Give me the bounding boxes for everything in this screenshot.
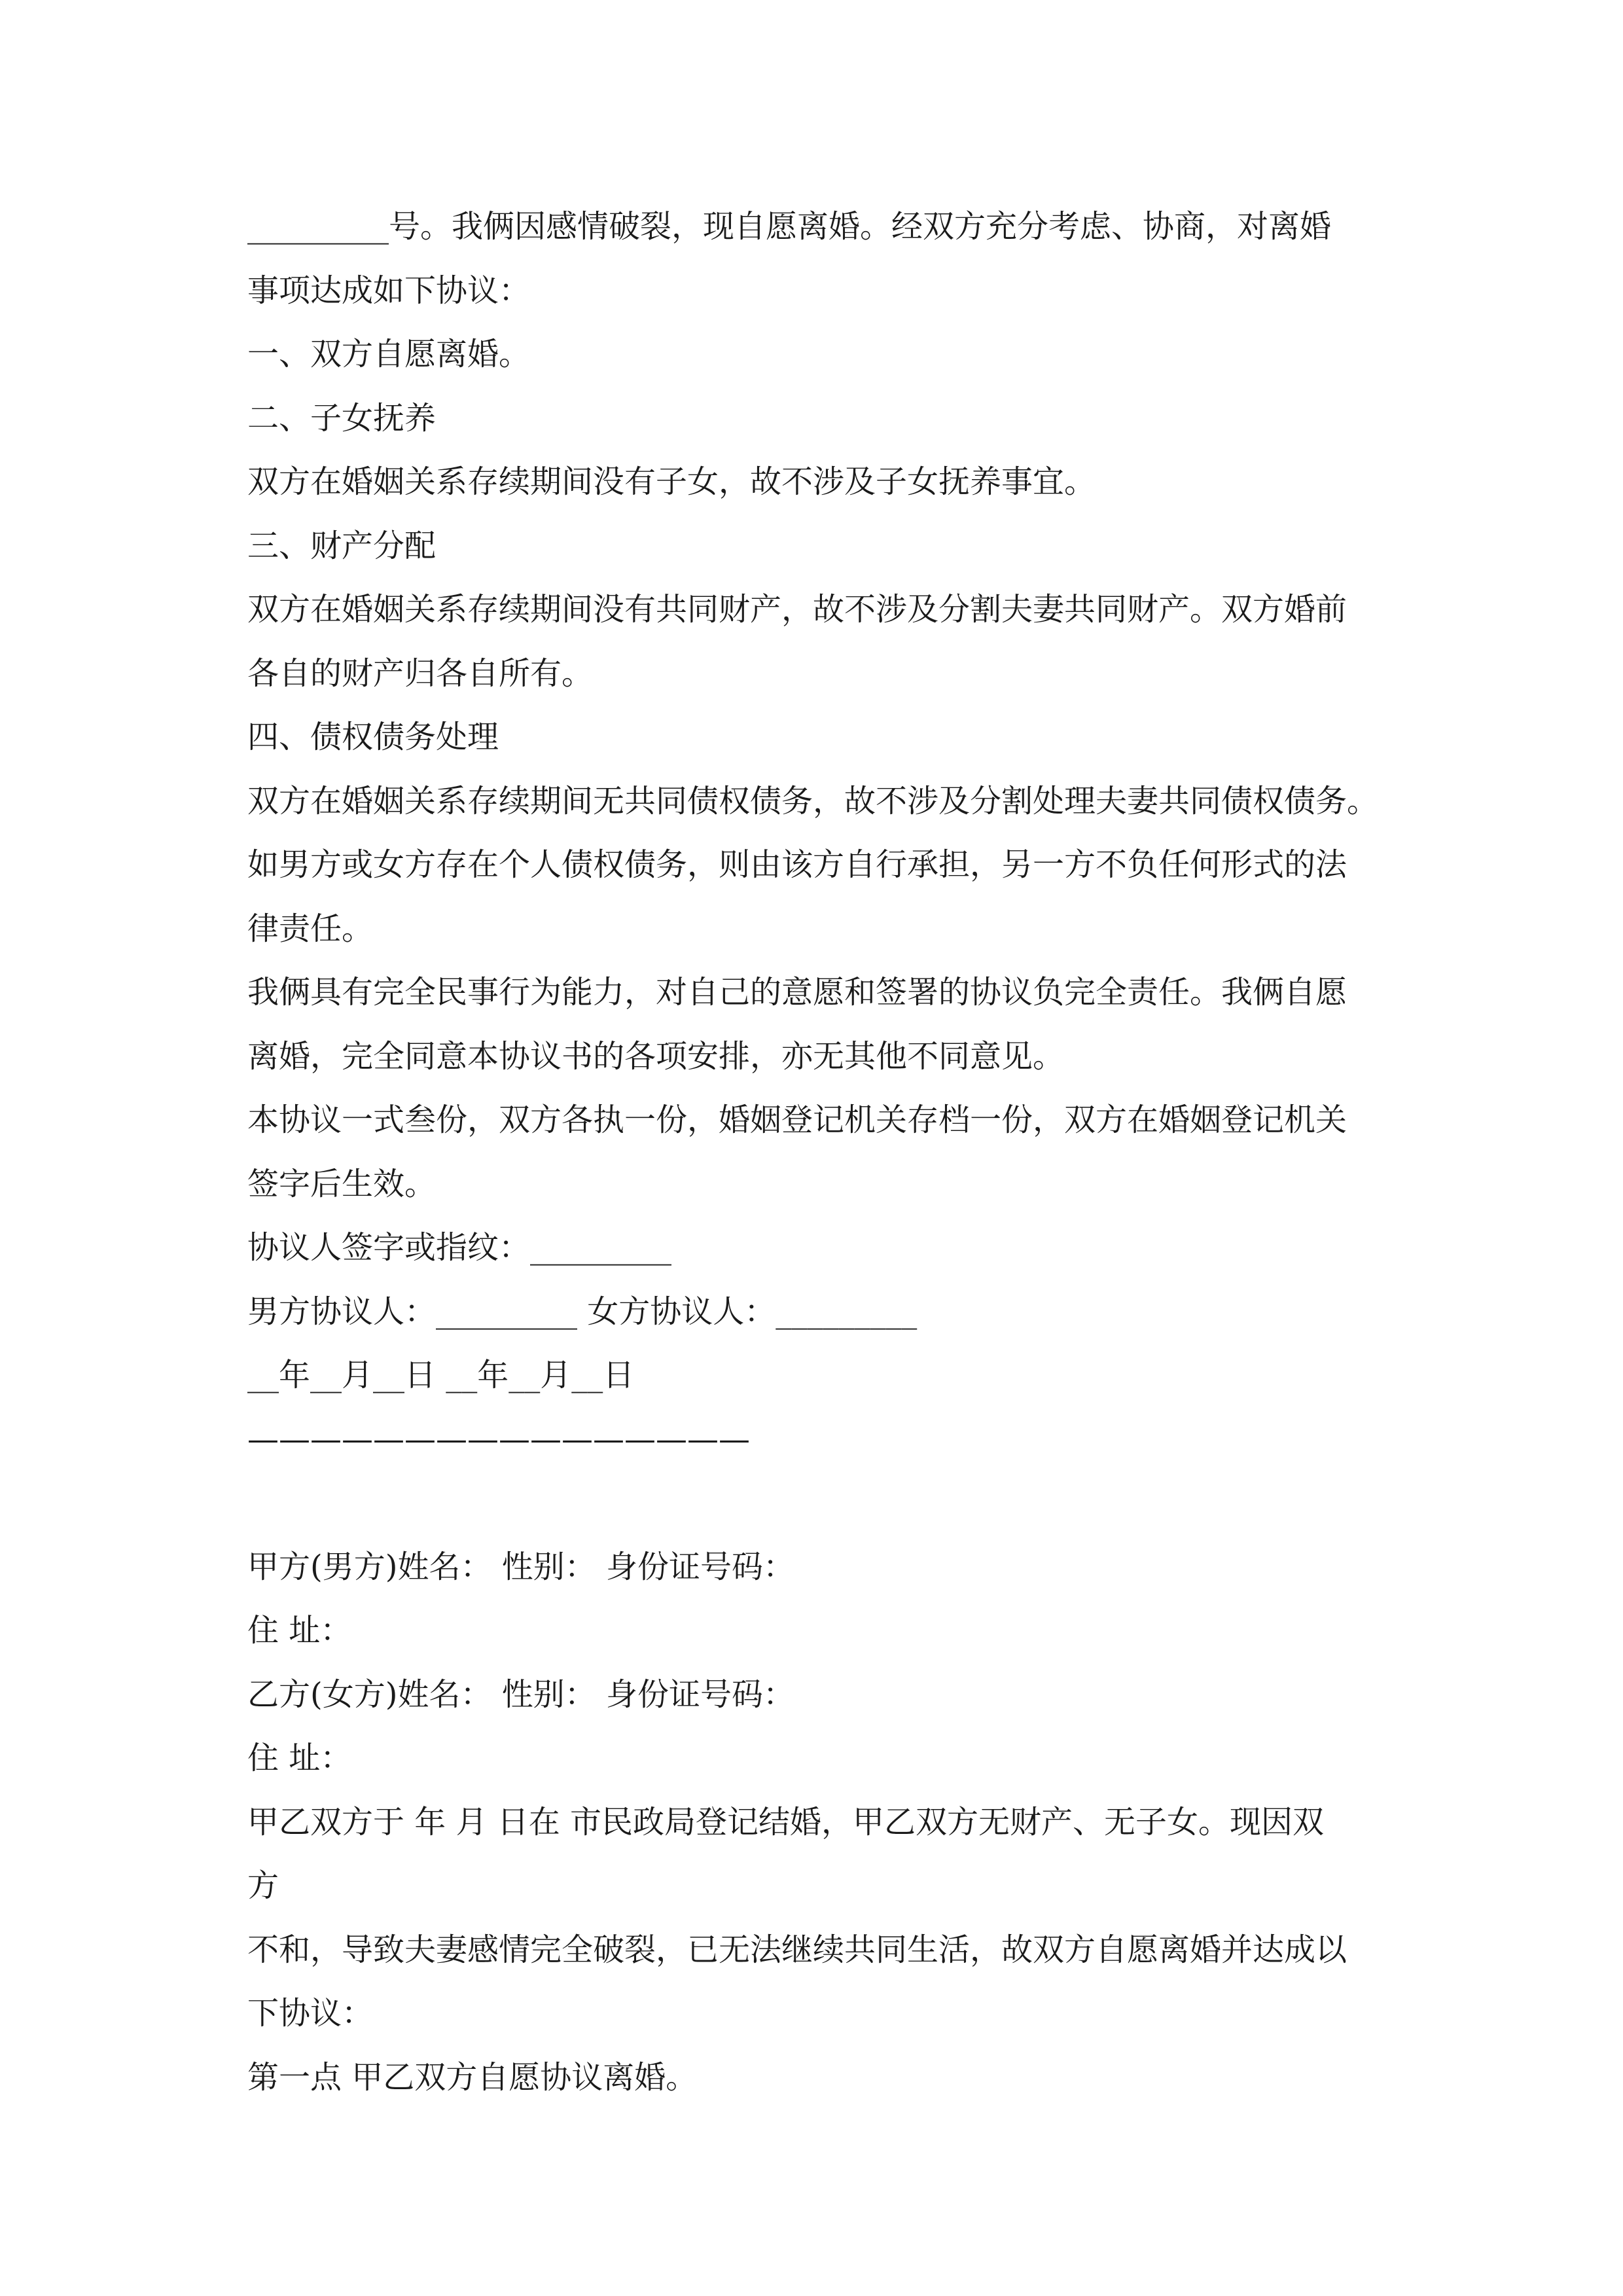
- text-line: 律责任。: [247, 910, 374, 947]
- blank-line: [247, 1471, 1386, 1535]
- party-b-info: 乙方(女方)姓名： 性别： 身份证号码：: [247, 1676, 794, 1713]
- text-line: 事项达成如下协议：: [247, 272, 531, 309]
- signature-line: 男方协议人：_________ 女方协议人：_________: [247, 1293, 918, 1330]
- clause-line: 第一点 甲乙双方自愿协议离婚。: [247, 2058, 698, 2096]
- text-line: _________号。我俩因感情破裂，现自愿离婚。经双方充分考虑、协商，对离婚: [247, 208, 1332, 245]
- text-line: 方: [247, 1867, 279, 1904]
- section-heading: 一、双方自愿离婚。: [247, 336, 531, 372]
- text-line: 如男方或女方存在个人债权债务，则由该方自行承担，另一方不负任何形式的法: [247, 846, 1347, 883]
- text-line: 双方在婚姻关系存续期间无共同债权债务，故不涉及分割处理夫妻共同债权债务。: [247, 782, 1379, 819]
- text-line: 各自的财产归各自所有。: [247, 655, 594, 692]
- party-a-info: 甲方(男方)姓名： 性别： 身份证号码：: [247, 1548, 794, 1585]
- text-line: 不和，导致夫妻感情完全破裂，已无法继续共同生活，故双方自愿离婚并达成以: [247, 1931, 1347, 1968]
- text-line: 签字后生效。: [247, 1165, 437, 1202]
- section-heading: 三、财产分配: [247, 527, 437, 564]
- text-line: 本协议一式叁份，双方各执一份，婚姻登记机关存档一份，双方在婚姻登记机关: [247, 1102, 1347, 1138]
- text-line: 离婚，完全同意本协议书的各项安排，亦无其他不同意见。: [247, 1037, 1065, 1075]
- document-body: [247, 195, 1386, 2109]
- party-b-address: 住 址：: [247, 1740, 352, 1776]
- text-line: 我俩具有完全民事行为能力，对自己的意愿和签署的协议负完全责任。我俩自愿: [247, 974, 1347, 1011]
- text-line: 下协议：: [247, 1995, 374, 2032]
- divider-line: ————————————————: [247, 1420, 750, 1458]
- text-line: 双方在婚姻关系存续期间没有共同财产，故不涉及分割夫妻共同财产。双方婚前: [247, 591, 1347, 628]
- section-heading: 二、子女抚养: [247, 399, 437, 437]
- section-heading: 四、债权债务处理: [247, 719, 499, 755]
- date-line: __年__月__日 __年__月__日: [247, 1357, 635, 1393]
- text-line: 甲乙双方于 年 月 日在 市民政局登记结婚，甲乙双方无财产、无子女。现因双: [247, 1803, 1325, 1840]
- signature-line: 协议人签字或指纹：_________: [247, 1229, 672, 1266]
- text-line: 双方在婚姻关系存续期间没有子女，故不涉及子女抚养事宜。: [247, 463, 1096, 500]
- party-a-address: 住 址：: [247, 1612, 352, 1649]
